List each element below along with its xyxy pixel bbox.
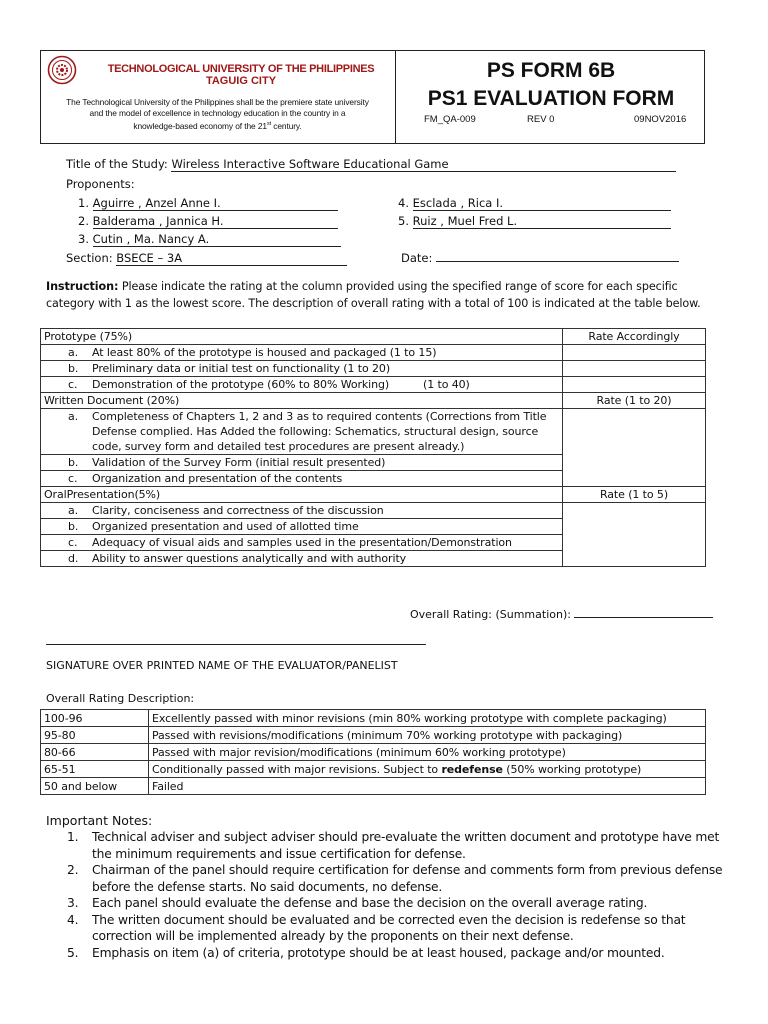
proponent-2: 2. Balderama , Jannica H. xyxy=(73,214,338,229)
proponent-name-field[interactable]: Ruiz , Muel Fred L. xyxy=(413,214,671,229)
criteria-row: c. Adequacy of visual aids and samples used in the presentation/Demonstration xyxy=(41,535,706,551)
mission-statement: The Technological University of the Philippines shall be the premiere state university and the model of excellence in technology education in the country in a knowledge-based economy of the 21st century. xyxy=(66,97,369,131)
section-field[interactable]: BSECE – 3A xyxy=(116,251,347,266)
table-row: 95-80 Passed with revisions/modifications (minimum 70% working prototype with packaging) xyxy=(41,727,706,744)
criteria-row: b. Preliminary data or initial test on functionality (1 to 20) xyxy=(41,361,706,377)
study-title-label: Title of the Study: xyxy=(66,157,168,171)
proponent-name-field[interactable]: Cutin , Ma. Nancy A. xyxy=(93,232,341,247)
proponent-name-field[interactable]: Esclada , Rica I. xyxy=(413,196,671,211)
instruction-label: Instruction: xyxy=(46,280,119,293)
criteria-row: b. Organized presentation and used of allotted time xyxy=(41,519,706,535)
table-row: 65-51 Conditionally passed with major revisions. Subject to redefense (50% working prototype) xyxy=(41,761,706,778)
university-seal-icon xyxy=(47,55,77,85)
criteria-row: c. Demonstration of the prototype (60% to 80% Working) (1 to 40) xyxy=(41,377,706,393)
criteria-section-prototype xyxy=(41,329,706,345)
rating-description-table xyxy=(40,709,706,795)
overall-rating-row xyxy=(410,608,713,621)
list-item: 3. Each panel should evaluate the defense and base the decision on the overall average rating. xyxy=(67,896,648,910)
date-field[interactable] xyxy=(436,261,679,262)
rating-description-title: Overall Rating Description: xyxy=(46,692,195,705)
form-code: PS FORM 6B xyxy=(486,59,616,82)
table-row: 100-96 Excellently passed with minor revisions (min 80% working prototype with complete packaging) xyxy=(41,710,706,727)
overall-rating-field[interactable] xyxy=(574,617,713,618)
form-title: PS1 EVALUATION FORM xyxy=(427,87,675,110)
criteria-row: c. Organization and presentation of the contents xyxy=(41,471,706,487)
overall-rating-label: Overall Rating: (Summation): xyxy=(410,608,571,621)
study-title-field[interactable]: Wireless Interactive Software Educational Game xyxy=(171,157,676,172)
instruction-text: Please indicate the rating at the column provided using the specified range of score for each specific category with 1 as the lowest score. The description of overall rating with a total of 100 is indicated at the table below. xyxy=(46,280,701,310)
list-item: 2. Chairman of the panel should require certification for defense and comments form from previous defense before the defense starts. No said documents, no defense. xyxy=(67,863,723,894)
section-title: Prototype (75%) xyxy=(41,329,563,345)
study-title-row xyxy=(66,157,676,172)
proponent-name-field[interactable]: Aguirre , Anzel Anne I. xyxy=(93,196,338,211)
instruction xyxy=(46,278,726,312)
important-notes-title: Important Notes: xyxy=(46,813,153,828)
section-row xyxy=(66,251,347,266)
date-row xyxy=(401,251,679,265)
list-item: 5. Emphasis on item (a) of criteria, prototype should be at least housed, package and/or mounted. xyxy=(67,945,665,960)
list-item: 1. Technical adviser and subject adviser should pre-evaluate the written document and prototype have met the minimum requirements and issue certification for defense. xyxy=(67,830,720,861)
proponent-1: 1. Aguirre , Anzel Anne I. xyxy=(73,196,338,211)
criteria-row: a. Completeness of Chapters 1, 2 and 3 as to required contents (Corrections from Title Defense complied. Has Added the following: Schematics, structural design, source code, survey form and detailed test procedures are present already.) xyxy=(41,409,706,455)
section-title: OralPresentation(5%) xyxy=(41,487,563,503)
proponents-label: Proponents: xyxy=(66,177,135,191)
important-notes-list xyxy=(67,829,732,961)
proponent-name-field[interactable]: Balderama , Jannica H. xyxy=(93,214,338,229)
rating-cell[interactable] xyxy=(563,409,706,487)
rating-cell[interactable] xyxy=(563,377,706,393)
proponent-5: 5. Ruiz , Muel Fred L. xyxy=(393,214,671,229)
proponent-3: 3. Cutin , Ma. Nancy A. xyxy=(73,232,341,247)
criteria-row: d. Ability to answer questions analytically and with authority xyxy=(41,551,706,567)
table-row: 80-66 Passed with major revision/modifications (minimum 60% working prototype) xyxy=(41,744,706,761)
criteria-row: a. Clarity, conciseness and correctness of the discussion xyxy=(41,503,706,519)
criteria-row: b. Validation of the Survey Form (initial result presented) xyxy=(41,455,706,471)
criteria-section-oral xyxy=(41,487,706,503)
form-header xyxy=(40,50,705,144)
rate-header: Rate Accordingly xyxy=(563,329,706,345)
rate-header: Rate (1 to 5) xyxy=(563,487,706,503)
criteria-row: a. At least 80% of the prototype is housed and packaged (1 to 15) xyxy=(41,345,706,361)
list-item: 4. The written document should be evaluated and be corrected even the decision is redefense so that correction will be implemented already by the proponents on their next defense. xyxy=(67,912,686,943)
rate-header: Rate (1 to 20) xyxy=(563,393,706,409)
revision-number: REV 0 xyxy=(527,114,555,125)
signature-label: SIGNATURE OVER PRINTED NAME OF THE EVALUATOR/PANELIST xyxy=(46,659,398,672)
proponent-4: 4. Esclada , Rica I. xyxy=(393,196,671,211)
rating-cell[interactable] xyxy=(563,345,706,361)
university-city: TAGUIG CITY xyxy=(205,75,277,87)
criteria-table xyxy=(40,328,706,567)
revision-date: 09NOV2016 xyxy=(634,114,687,125)
rating-cell[interactable] xyxy=(563,503,706,567)
criteria-section-written xyxy=(41,393,706,409)
rating-cell[interactable] xyxy=(563,361,706,377)
university-name: TECHNOLOGICAL UNIVERSITY OF THE PHILIPPINES xyxy=(107,63,375,75)
date-label: Date: xyxy=(401,251,433,265)
section-label: Section: xyxy=(66,251,113,265)
section-title: Written Document (20%) xyxy=(41,393,563,409)
table-row: 50 and below Failed xyxy=(41,778,706,795)
university-block xyxy=(41,51,396,143)
document-code: FM_QA-009 xyxy=(424,114,476,125)
signature-line[interactable] xyxy=(46,644,426,645)
